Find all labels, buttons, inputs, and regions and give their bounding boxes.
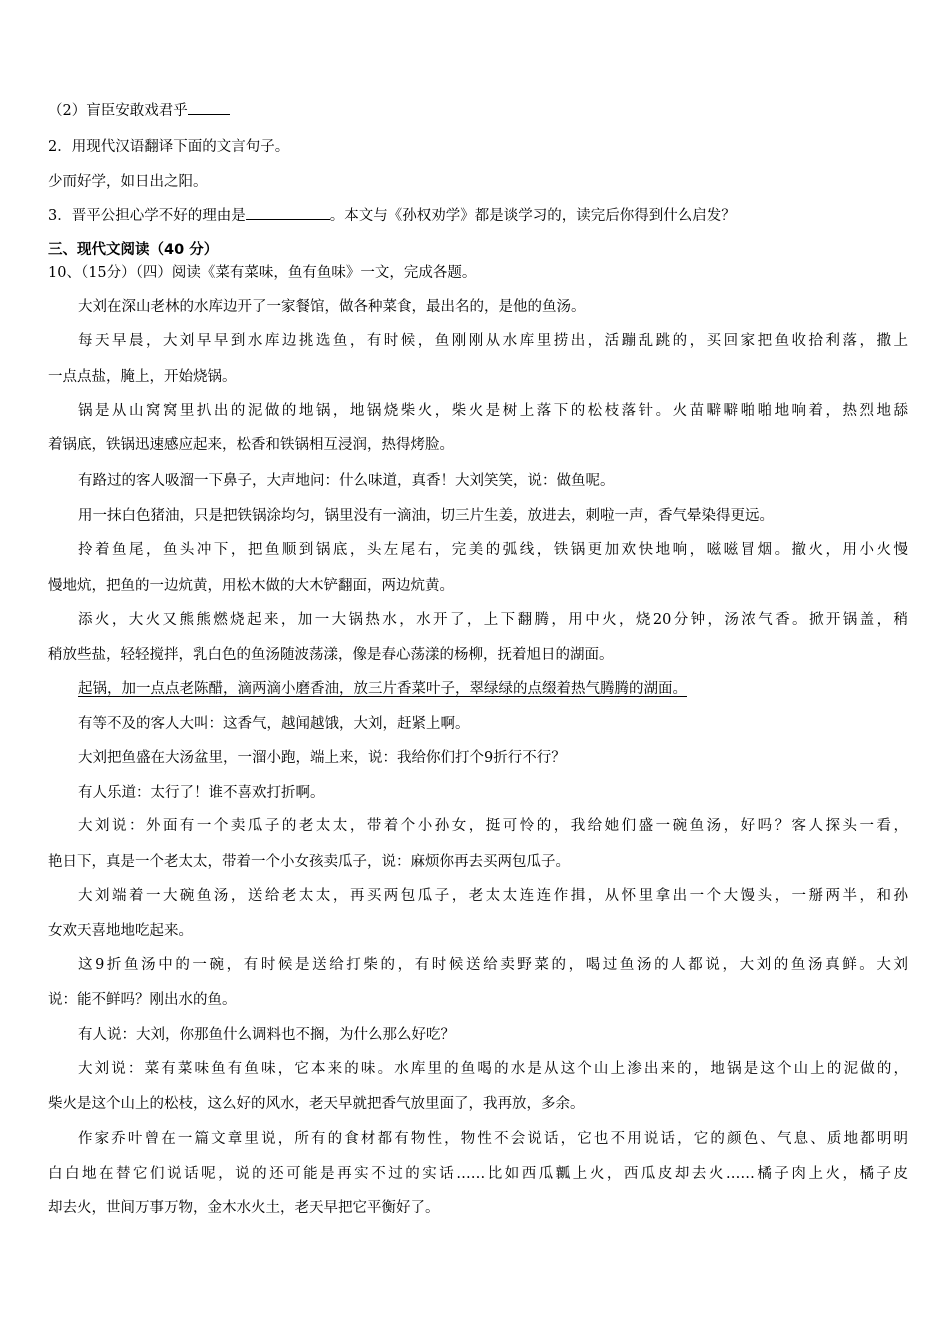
passage-line: 柴火是这个山上的松枝，这么好的风水，老天早就把香气放里面了，我再放，多余。: [48, 1096, 585, 1112]
passage-line: 大刘端着一大碗鱼汤，送给老太太，再买两包瓜子，老太太连连作揖，从怀里拿出一个大馒头，一掰两半，和孙: [78, 888, 908, 904]
question-2-sentence: 少而好学，如日出之阳。: [48, 174, 208, 190]
passage-line: 每天早晨，大刘早早到水库边挑选鱼，有时候，鱼刚刚从水库里捞出，活蹦乱跳的，买回家把鱼收拾利落，撒上: [78, 333, 908, 349]
passage-line: 有路过的客人吸溜一下鼻子，大声地问：什么味道，真香！大刘笑笑，说：做鱼呢。: [78, 473, 615, 489]
passage-line: 作家乔叶曾在一篇文章里说，所有的食材都有物性，物性不会说话，它也不用说话，它的颜色、气息、质地都明明: [78, 1131, 908, 1147]
passage-line: 稍放些盐，轻轻搅拌，乳白色的鱼汤随波荡漾，像是春心荡漾的杨柳，抚着旭日的湖面。: [48, 647, 614, 663]
passage-line: 白白地在替它们说话呢，说的还可能是再实不过的实话……比如西瓜瓤上火，西瓜皮却去火……橘子肉上火，橘子皮: [48, 1166, 908, 1182]
passage-line: 添火，大火又熊熊燃烧起来，加一大锅热水，水开了，上下翻腾，用中火，烧20分钟，汤浓气香。掀开锅盖，稍: [78, 612, 908, 628]
passage-line: 却去火，世间万事万物，金木水火土，老天早把它平衡好了。: [48, 1200, 440, 1216]
answer-blank[interactable]: [246, 205, 330, 220]
question-2: 2．用现代汉语翻译下面的文言句子。: [48, 139, 290, 155]
question-sub-2-text: （2）盲臣安敢戏君乎: [48, 103, 188, 119]
passage-line: 慢地炕，把鱼的一边炕黄，用松木做的大木铲翻面，两边炕黄。: [48, 578, 454, 594]
passage-line: 有人乐道：太行了！谁不喜欢打折啊。: [78, 785, 325, 801]
underlined-sentence: 起锅，加一点点老陈醋，滴两滴小磨香油，放三片香菜叶子，翠绿绿的点缀着热气腾腾的湖面。: [78, 681, 687, 697]
passage-line: 用一抹白色猪油，只是把铁锅涂均匀，锅里没有一滴油，切三片生姜，放进去，刺啦一声，香气晕染得更远。: [78, 508, 774, 524]
answer-blank[interactable]: [188, 100, 230, 115]
passage-line: 女欢天喜地地吃起来。: [48, 923, 193, 939]
passage-line: 这9折鱼汤中的一碗，有时候是送给打柴的，有时候送给卖野菜的，喝过鱼汤的人都说，大刘的鱼汤真鲜。大刘: [78, 957, 908, 973]
passage-line: 拎着鱼尾，鱼头冲下，把鱼顺到锅底，头左尾右，完美的弧线，铁锅更加欢快地响，嗞嗞冒烟。撤火，用小火慢: [78, 542, 908, 558]
question-3-text-after: 。本文与《孙权劝学》都是谈学习的，读完后你得到什么启发？: [329, 208, 736, 224]
passage-line-underlined: [78, 678, 908, 700]
section-title: 三、现代文阅读（40 分）: [48, 242, 219, 258]
question-10-intro: 10、（15分）（四）阅读《菜有菜味，鱼有鱼味》一文，完成各题。: [48, 265, 477, 281]
passage-line: 有等不及的客人大叫：这香气，越闻越饿，大刘，赶紧上啊。: [78, 716, 470, 732]
passage-line: 大刘在深山老林的水库边开了一家餐馆，做各种菜食，最出名的，是他的鱼汤。: [78, 299, 586, 315]
question-sub-2: [48, 100, 908, 122]
passage-line: 大刘把鱼盛在大汤盆里，一溜小跑，端上来，说：我给你们打个9折行不行？: [78, 750, 566, 766]
passage-line: 锅是从山窝窝里扒出的泥做的地锅，地锅烧柴火，柴火是树上落下的松枝落针。火苗噼噼啪啪地响着，热烈地舔: [78, 403, 908, 419]
passage-line: 艳日下，真是一个老太太，带着一个小女孩卖瓜子，说：麻烦你再去买两包瓜子。: [48, 854, 570, 870]
passage-line: 有人说：大刘，你那鱼什么调料也不搁，为什么那么好吃？: [78, 1027, 455, 1043]
question-3: [48, 205, 908, 227]
passage-line: 大刘说：外面有一个卖瓜子的老太太，带着个小孙女，挺可怜的，我给她们盛一碗鱼汤，好吗？客人探头一看，: [78, 818, 908, 834]
passage-line: 一点点盐，腌上，开始烧锅。: [48, 369, 237, 385]
passage-line: 大刘说：菜有菜味鱼有鱼味，它本来的味。水库里的鱼喝的水是从这个山上渗出来的，地锅是这个山上的泥做的，: [78, 1061, 908, 1077]
passage-line: 着锅底，铁锅迅速感应起来，松香和铁锅相互浸润，热得烤脸。: [48, 437, 454, 453]
passage-line: 说：能不鲜吗？刚出水的鱼。: [48, 992, 237, 1008]
question-3-text-before: 3．晋平公担心学不好的理由是: [48, 208, 246, 224]
